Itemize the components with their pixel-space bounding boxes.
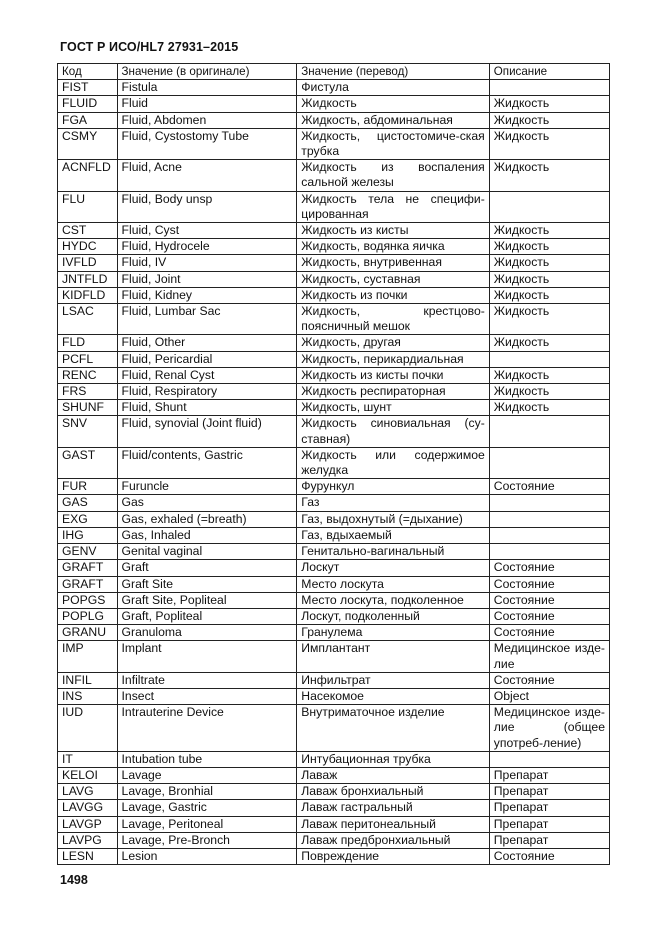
- cell-code: CSMY: [58, 128, 118, 159]
- cell-description: [489, 80, 609, 96]
- cell-original: Fluid, Cyst: [117, 223, 297, 239]
- table-row: [58, 223, 610, 239]
- cell-code: INS: [58, 688, 118, 704]
- cell-description: Жидкость: [489, 400, 609, 416]
- cell-original: Lavage, Gastric: [117, 800, 297, 816]
- cell-original: Fluid, Respiratory: [117, 384, 297, 400]
- cell-code: ACNFLD: [58, 160, 118, 191]
- cell-translation: Жидкость из кисты: [297, 223, 490, 239]
- cell-code: FIST: [58, 80, 118, 96]
- cell-original: Gas: [117, 495, 297, 511]
- cell-description: [489, 527, 609, 543]
- cell-code: SHUNF: [58, 400, 118, 416]
- table-row: [58, 832, 610, 848]
- cell-translation: Лоскут, подколенный: [297, 608, 490, 624]
- cell-original: Fluid: [117, 96, 297, 112]
- cell-description: [489, 191, 609, 222]
- table-row: [58, 287, 610, 303]
- table-row: [58, 191, 610, 222]
- cell-description: Состояние: [489, 560, 609, 576]
- cell-code: LAVGP: [58, 816, 118, 832]
- cell-translation: Жидкость: [297, 96, 490, 112]
- cell-translation: Лаваж предбронхиальный: [297, 832, 490, 848]
- table-row: [58, 447, 610, 478]
- cell-code: IMP: [58, 641, 118, 672]
- cell-description: Препарат: [489, 832, 609, 848]
- cell-original: Infiltrate: [117, 672, 297, 688]
- cell-original: Intrauterine Device: [117, 705, 297, 752]
- cell-original: Fluid/contents, Gastric: [117, 447, 297, 478]
- table-row: [58, 96, 610, 112]
- cell-description: Жидкость: [489, 96, 609, 112]
- cell-code: KELOI: [58, 767, 118, 783]
- col-header-translation: Значение (перевод): [297, 64, 490, 80]
- cell-translation: Жидкость или содержимое желудка: [297, 447, 490, 478]
- cell-original: Fluid, Shunt: [117, 400, 297, 416]
- col-header-code: Код: [58, 64, 118, 80]
- cell-original: Graft Site, Popliteal: [117, 592, 297, 608]
- cell-original: Fluid, synovial (Joint fluid): [117, 416, 297, 447]
- cell-code: KIDFLD: [58, 287, 118, 303]
- cell-translation: Место лоскута: [297, 576, 490, 592]
- cell-translation: Жидкость, шунт: [297, 400, 490, 416]
- cell-code: HYDC: [58, 239, 118, 255]
- table-row: [58, 479, 610, 495]
- cell-code: PCFL: [58, 351, 118, 367]
- cell-translation: Газ: [297, 495, 490, 511]
- cell-translation: Жидкость синовиальная (су-ставная): [297, 416, 490, 447]
- table-row: [58, 416, 610, 447]
- table-row: [58, 767, 610, 783]
- cell-translation: Жидкость, цистостомиче-ская трубка: [297, 128, 490, 159]
- cell-description: Жидкость: [489, 223, 609, 239]
- cell-code: IVFLD: [58, 255, 118, 271]
- cell-translation: Имплантант: [297, 641, 490, 672]
- table-row: [58, 239, 610, 255]
- cell-description: Жидкость: [489, 271, 609, 287]
- cell-code: EXG: [58, 511, 118, 527]
- cell-translation: Жидкость, абдоминальная: [297, 112, 490, 128]
- cell-description: [489, 544, 609, 560]
- cell-translation: Место лоскута, подколенное: [297, 592, 490, 608]
- table-row: [58, 384, 610, 400]
- table-row: [58, 271, 610, 287]
- table-row: [58, 351, 610, 367]
- cell-original: Graft: [117, 560, 297, 576]
- cell-code: FLU: [58, 191, 118, 222]
- cell-code: POPLG: [58, 608, 118, 624]
- table-row: [58, 592, 610, 608]
- cell-translation: Генитально-вагинальный: [297, 544, 490, 560]
- cell-description: Состояние: [489, 625, 609, 641]
- cell-code: FUR: [58, 479, 118, 495]
- cell-original: Lavage: [117, 767, 297, 783]
- cell-description: Состояние: [489, 592, 609, 608]
- table-row: [58, 400, 610, 416]
- table-row: [58, 848, 610, 864]
- table-row: [58, 672, 610, 688]
- cell-description: Жидкость: [489, 384, 609, 400]
- cell-original: Implant: [117, 641, 297, 672]
- cell-code: GRANU: [58, 625, 118, 641]
- cell-code: POPGS: [58, 592, 118, 608]
- cell-translation: Фурункул: [297, 479, 490, 495]
- cell-description: Медицинское изде-лие (общее употреб-ление): [489, 705, 609, 752]
- cell-translation: Жидкость из кисты почки: [297, 367, 490, 383]
- cell-translation: Повреждение: [297, 848, 490, 864]
- cell-code: FRS: [58, 384, 118, 400]
- cell-original: Granuloma: [117, 625, 297, 641]
- cell-translation: Насекомое: [297, 688, 490, 704]
- table-row: [58, 560, 610, 576]
- cell-code: RENC: [58, 367, 118, 383]
- cell-description: Медицинское изде-лие: [489, 641, 609, 672]
- cell-code: LAVG: [58, 784, 118, 800]
- cell-translation: Газ, вдыхаемый: [297, 527, 490, 543]
- cell-original: Lesion: [117, 848, 297, 864]
- table-row: [58, 80, 610, 96]
- cell-original: Lavage, Pre-Bronch: [117, 832, 297, 848]
- cell-description: Состояние: [489, 608, 609, 624]
- cell-description: Жидкость: [489, 128, 609, 159]
- cell-code: LSAC: [58, 304, 118, 335]
- cell-description: Жидкость: [489, 160, 609, 191]
- cell-original: Fluid, Renal Cyst: [117, 367, 297, 383]
- cell-translation: Лоскут: [297, 560, 490, 576]
- cell-code: GAST: [58, 447, 118, 478]
- table-row: [58, 705, 610, 752]
- cell-original: Fistula: [117, 80, 297, 96]
- cell-description: [489, 447, 609, 478]
- cell-original: Fluid, Acne: [117, 160, 297, 191]
- cell-code: GRAFT: [58, 560, 118, 576]
- cell-translation: Лаваж перитонеальный: [297, 816, 490, 832]
- cell-original: Genital vaginal: [117, 544, 297, 560]
- cell-description: Жидкость: [489, 239, 609, 255]
- cell-original: Lavage, Bronhial: [117, 784, 297, 800]
- cell-original: Graft Site: [117, 576, 297, 592]
- table-row: [58, 255, 610, 271]
- cell-description: Состояние: [489, 672, 609, 688]
- cell-translation: Лаваж: [297, 767, 490, 783]
- table-row: [58, 112, 610, 128]
- table-row: [58, 511, 610, 527]
- table-row: [58, 367, 610, 383]
- cell-translation: Фистула: [297, 80, 490, 96]
- cell-description: Препарат: [489, 784, 609, 800]
- code-table: [57, 63, 610, 865]
- cell-original: Graft, Popliteal: [117, 608, 297, 624]
- document-header: ГОСТ Р ИСО/HL7 27931–2015: [60, 40, 239, 54]
- cell-code: SNV: [58, 416, 118, 447]
- cell-description: Препарат: [489, 816, 609, 832]
- cell-code: IUD: [58, 705, 118, 752]
- cell-description: Жидкость: [489, 287, 609, 303]
- cell-original: Insect: [117, 688, 297, 704]
- cell-description: Состояние: [489, 848, 609, 864]
- table-row: [58, 784, 610, 800]
- cell-original: Lavage, Peritoneal: [117, 816, 297, 832]
- cell-code: GRAFT: [58, 576, 118, 592]
- table-row: [58, 544, 610, 560]
- cell-translation: Жидкость, другая: [297, 335, 490, 351]
- cell-code: INFIL: [58, 672, 118, 688]
- cell-translation: Инфильтрат: [297, 672, 490, 688]
- cell-description: [489, 351, 609, 367]
- cell-translation: Жидкость, перикардиальная: [297, 351, 490, 367]
- cell-description: Жидкость: [489, 304, 609, 335]
- cell-description: Препарат: [489, 767, 609, 783]
- cell-translation: Лаваж гастральный: [297, 800, 490, 816]
- cell-description: [489, 416, 609, 447]
- cell-translation: Жидкость из почки: [297, 287, 490, 303]
- cell-translation: Жидкость, суставная: [297, 271, 490, 287]
- table-row: [58, 608, 610, 624]
- cell-code: JNTFLD: [58, 271, 118, 287]
- cell-code: IHG: [58, 527, 118, 543]
- cell-code: FLUID: [58, 96, 118, 112]
- cell-description: Жидкость: [489, 112, 609, 128]
- table-row: [58, 625, 610, 641]
- cell-description: Жидкость: [489, 335, 609, 351]
- table-header-row: [58, 64, 610, 80]
- cell-code: GAS: [58, 495, 118, 511]
- col-header-original: Значение (в оригинале): [117, 64, 297, 80]
- table-row: [58, 304, 610, 335]
- table-row: [58, 576, 610, 592]
- cell-original: Fluid, Pericardial: [117, 351, 297, 367]
- cell-original: Fluid, Cystostomy Tube: [117, 128, 297, 159]
- cell-original: Fluid, Joint: [117, 271, 297, 287]
- cell-original: Fluid, Lumbar Sac: [117, 304, 297, 335]
- cell-description: Препарат: [489, 800, 609, 816]
- cell-translation: Жидкость, водянка яичка: [297, 239, 490, 255]
- table-row: [58, 495, 610, 511]
- cell-description: Жидкость: [489, 367, 609, 383]
- cell-original: Fluid, Kidney: [117, 287, 297, 303]
- cell-original: Furuncle: [117, 479, 297, 495]
- cell-code: FGA: [58, 112, 118, 128]
- cell-code: LESN: [58, 848, 118, 864]
- table-row: [58, 641, 610, 672]
- cell-code: IT: [58, 751, 118, 767]
- cell-original: Fluid, Other: [117, 335, 297, 351]
- table-row: [58, 128, 610, 159]
- cell-code: LAVGG: [58, 800, 118, 816]
- cell-original: Fluid, Abdomen: [117, 112, 297, 128]
- cell-code: CST: [58, 223, 118, 239]
- table-row: [58, 800, 610, 816]
- table-row: [58, 160, 610, 191]
- cell-description: [489, 495, 609, 511]
- cell-original: Fluid, Body unsp: [117, 191, 297, 222]
- cell-code: GENV: [58, 544, 118, 560]
- cell-description: Object: [489, 688, 609, 704]
- cell-translation: Жидкость, внутривенная: [297, 255, 490, 271]
- table-row: [58, 527, 610, 543]
- cell-translation: Интубационная трубка: [297, 751, 490, 767]
- cell-original: Gas, Inhaled: [117, 527, 297, 543]
- cell-original: Intubation tube: [117, 751, 297, 767]
- table-row: [58, 688, 610, 704]
- cell-description: [489, 751, 609, 767]
- cell-original: Fluid, Hydrocele: [117, 239, 297, 255]
- cell-translation: Внутриматочное изделие: [297, 705, 490, 752]
- cell-translation: Жидкость респираторная: [297, 384, 490, 400]
- cell-description: Жидкость: [489, 255, 609, 271]
- cell-translation: Жидкость, крестцово-поясничный мешок: [297, 304, 490, 335]
- cell-code: FLD: [58, 335, 118, 351]
- cell-description: [489, 511, 609, 527]
- col-header-description: Описание: [489, 64, 609, 80]
- cell-original: Fluid, IV: [117, 255, 297, 271]
- cell-code: LAVPG: [58, 832, 118, 848]
- cell-original: Gas, exhaled (=breath): [117, 511, 297, 527]
- cell-translation: Лаваж бронхиальный: [297, 784, 490, 800]
- table-row: [58, 816, 610, 832]
- table-row: [58, 335, 610, 351]
- page-number: 1498: [60, 873, 88, 887]
- cell-description: Состояние: [489, 576, 609, 592]
- table-row: [58, 751, 610, 767]
- cell-translation: Гранулема: [297, 625, 490, 641]
- cell-translation: Газ, выдохнутый (=дыхание): [297, 511, 490, 527]
- cell-description: Состояние: [489, 479, 609, 495]
- cell-translation: Жидкость тела не специфи-цированная: [297, 191, 490, 222]
- cell-translation: Жидкость из воспаления сальной железы: [297, 160, 490, 191]
